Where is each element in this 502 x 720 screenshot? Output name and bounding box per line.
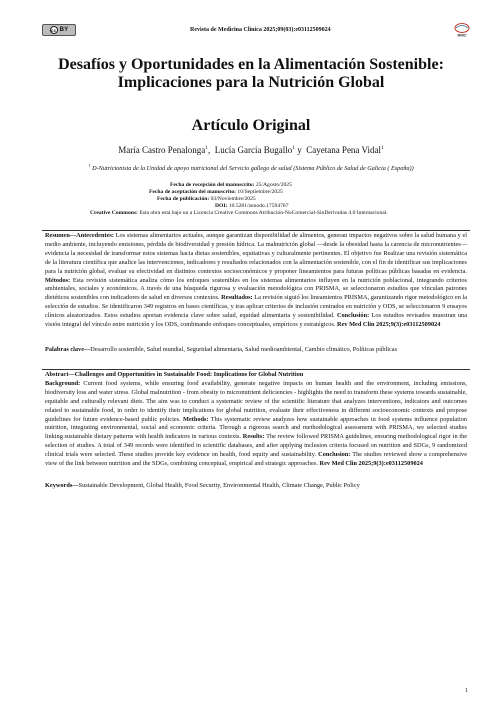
creative-commons-badge[interactable]: cc BY xyxy=(42,24,76,36)
license-note: Creative Commons: Esta obra está bajo un a Licencia Creative Commons Atribución-NoComercial-SinDerivadas 4.0 Internacional. xyxy=(90,210,388,216)
author-name[interactable]: María Castro Penalonga xyxy=(118,145,206,155)
article-type: Artículo Original xyxy=(191,117,311,134)
article-title: Desafíos y Oportunidades en la Alimentación Sostenible: Implicaciones para la Nutrición Global xyxy=(58,56,444,91)
keywords: Keywords—Sustainable Development, Global Health, Food Security, Environmental Health, Climate Change, Public Policy xyxy=(45,482,360,489)
palabras-clave: Palabras clave—Desarrollo sostenible, Salud mundial, Seguridad alimentaria, Salud medioambiental, Cambio climático, Políticas públicas xyxy=(45,346,398,353)
abstract-block: Abstract—Challenges and Opportunities in Sustainable Food: Implications for Global Nutrition Background: Current food systems, while ensuring food availability, generate negative impacts on human health and the environment, including emissions, biodiversity loss and water stress. Global malnutrition - from obesity to micronutrient deficiencies - highlights the need to transform these systems towards sustainable, equitable and culturally relevant diets. The aim was to conduct a systematic review of the scientific literature that analyzes interventions, indicators and outcomes related to sustainable food, in order to identify their implications for global nutrition, evaluate their effectiveness in different socioeconomic contexts and propose guidelines for future evidence-based public policies. Methods: This systematic review analyzes how sustainable approaches in food systems influence population nutrition, integrating environmental, social and economic criteria. Through a rigorous search and methodological assessment with PRISMA, we selected studies linking sustainable dietary patterns with health indicators in various contexts. Results: The review followed PRISMA guidelines, ensuring methodological rigor in the selection of studies. A total of 349 records were identified in scientific databases, and after applying inclusion criteria focused on nutrition and SDGs, 9 randomized clinical trials were selected. These studies provide key evidence on health, food equity and sustainability. Conclusion: The studies reviewed show a comprehensive view of the link between nutrition and the SDGs, combining conceptual, empirical and strategic approaches. Rev Med Clin 2025;9(3):e03112509024 xyxy=(45,371,468,468)
journal-logo xyxy=(452,22,472,38)
author-name[interactable]: Lucía García Bugallo xyxy=(214,145,293,155)
doi[interactable]: DOI: 10.5281/zenodo.17594787 xyxy=(215,203,289,209)
journal-logo-text: RMC xyxy=(457,32,467,38)
divider xyxy=(42,230,470,231)
page-number: 1 xyxy=(465,688,468,694)
page-header xyxy=(42,24,472,38)
accepted-date: Fecha de aceptación del manuscrito: 10/Septiembre/2025 xyxy=(149,189,283,195)
divider xyxy=(42,369,470,370)
received-date: Fecha de recepción del manuscrito: 25/Agosto/2025 xyxy=(170,182,292,188)
author-name[interactable]: Cayetana Pena Vidal xyxy=(306,145,381,155)
journal-citation-header: Revista de Medicina Clínica 2025;09(03):e03112509024 xyxy=(190,27,331,33)
publication-dates xyxy=(0,182,502,217)
cc-icon: cc xyxy=(50,28,57,33)
published-date: Fecha de publicación: 03/Noviembre/2025 xyxy=(157,196,256,202)
resumen-block: Resumen—Antecedentes: Los sistemas alimentarios actuales, aunque garantizan disponibilidad de alimentos, generan impactos negativos sobre la salud humana y el medio ambiente, incluyendo emisiones, pérdida de biodiversidad y presión hídrica. La malnutrición global —desde la obesidad hasta la carencia de micronutrientes— evidencia la necesidad de transformar estos sistemas hacia dietas sostenibles, equitativas y culturalmente pertinentes. El objetivo fue Realizar una revisión sistemática de la literatura científica que analice las intervenciones, indicadores y resultados relacionados con la alimentación sostenible, con el fin de identificar sus implicaciones para la nutrición global, evaluar su efectividad en distintos contextos socioeconómicos y proponer lineamientos para futuras políticas públicas basadas en evidencia. Métodos: Esta revisión sistemática analiza cómo los enfoques sostenibles en los sistemas alimentarios influyen en la nutrición poblacional, integrando criterios ambientales, sociales y económicos. A través de una búsqueda rigurosa y evaluación metodológica con PRISMA, se seleccionaron estudios que vinculan patrones dietéticos sostenibles con indicadores de salud en diversos contextos. Resultados: La revisión siguió los lineamientos PRISMA, garantizando rigor metodológico en la selección de estudios. Se identificaron 349 registros en bases científicas, y tras aplicar criterios de inclusión centrados en nutrición y ODS, se seleccionaron 9 ensayos clínicos aleatorizados. Estos estudios aportan evidencia clave sobre salud, equidad alimentaria y sostenibilidad. Conclusión: Los estudios revisados muestran una visión integral del vínculo entre nutrición y los ODS, combinando enfoques conceptuales, empíricos y estratégicos. Rev Med Clin 2025;9(3):e03112509024 xyxy=(45,232,468,329)
author-affiliation: $^1$ D-Nutricionista de la Unidad de apoyo nutricional del Servicio gallego de salud (Sistema Público de Salud de Galicia ( España)) xyxy=(88,163,414,173)
author-list: María Castro Penalonga$^1$, Lucía García Bugallo$^1$ y Cayetana Pena Vidal$^1$ xyxy=(118,145,384,155)
abstract-heading: Abstract—Challenges and Opportunities in Sustainable Food: Implications for Global Nutrition xyxy=(45,371,304,378)
